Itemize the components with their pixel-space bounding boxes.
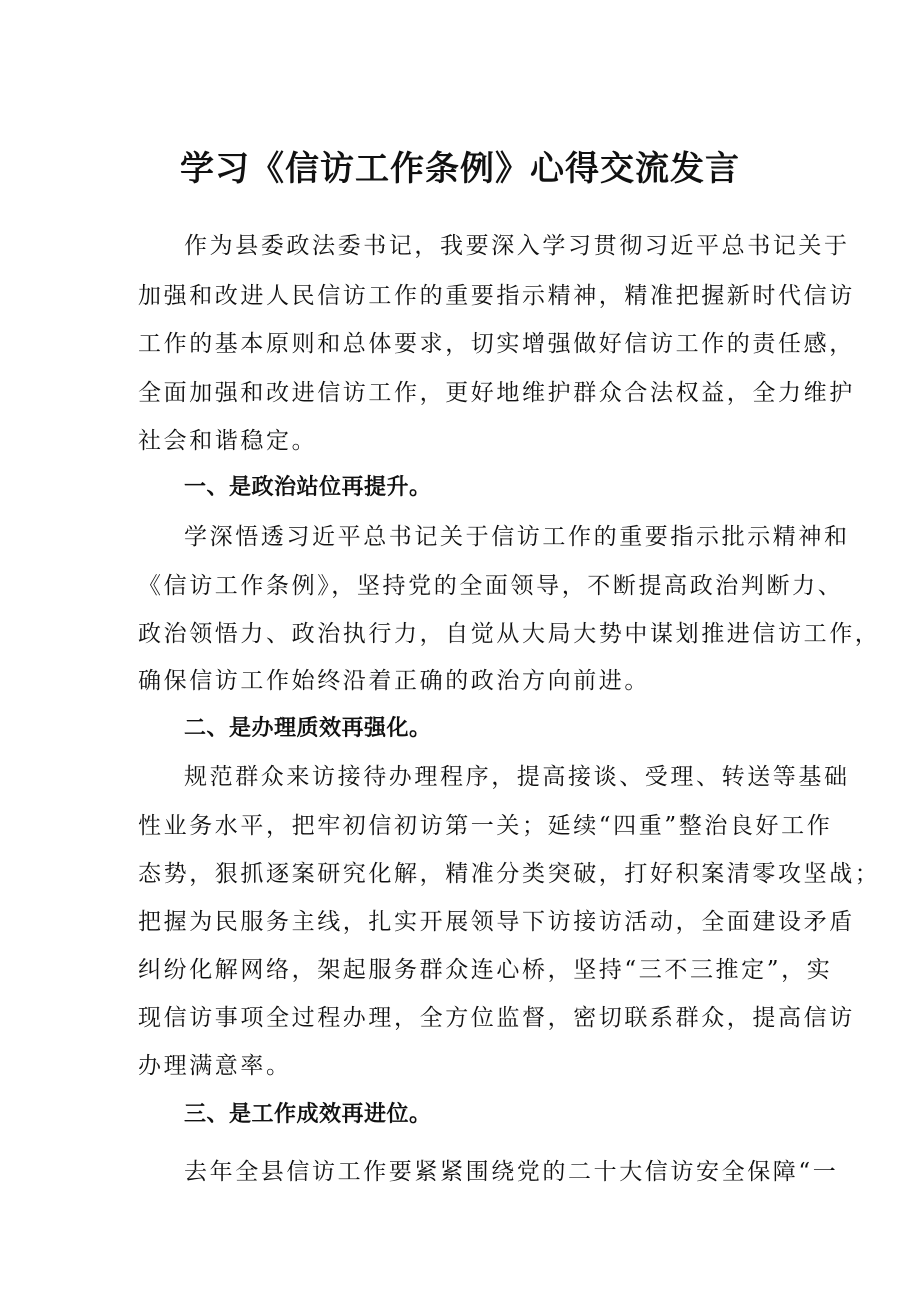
section-2-line: 办理满意率。	[138, 1053, 292, 1079]
intro-line: 加强和改进人民信访工作的重要指示精神，精准把握新时代信访	[138, 283, 855, 309]
section-1-line: 学深悟透习近平总书记关于信访工作的重要指示批示精神和	[184, 524, 850, 550]
section-2-line: 纠纷化解网络，架起服务群众连心桥，坚持“三不三推定”，实	[138, 957, 833, 983]
section-1-line: 政治领悟力、政治执行力，自觉从大局大势中谋划推进信访工作，	[138, 621, 881, 647]
intro-line: 作为县委政法委书记，我要深入学习贯彻习近平总书记关于	[184, 233, 850, 259]
section-3-line: 去年全县信访工作要紧紧围绕党的二十大信访安全保障“一	[184, 1159, 839, 1185]
section-2-line: 现信访事项全过程办理，全方位监督，密切联系群众，提高信访	[138, 1005, 855, 1031]
section-heading-2: 二、是办理质效再强化。	[184, 716, 432, 741]
intro-line: 全面加强和改进信访工作，更好地维护群众合法权益，全力维护	[138, 380, 855, 406]
section-heading-3: 三、是工作成效再进位。	[184, 1102, 432, 1127]
section-2-line: 性业务水平，把牢初信初访第一关；延续“四重”整治良好工作	[138, 813, 833, 839]
section-heading-1: 一、是政治站位再提升。	[184, 475, 432, 500]
intro-line: 工作的基本原则和总体要求，切实增强做好信访工作的责任感，	[138, 331, 855, 357]
section-2-line: 把握为民服务主线，扎实开展领导下访接访活动，全面建设矛盾	[138, 909, 855, 935]
section-2-line: 态势，狠抓逐案研究化解，精准分类突破，打好积案清零攻坚战；	[138, 861, 881, 887]
document-title: 学习《信访工作条例》心得交流发言	[180, 149, 740, 189]
section-1-line: 《信访工作条例》，坚持党的全面领导，不断提高政治判断力、	[138, 573, 844, 599]
section-2-line: 规范群众来访接待办理程序，提高接谈、受理、转送等基础	[184, 764, 850, 790]
intro-line: 社会和谐稳定。	[138, 428, 318, 454]
section-1-line: 确保信访工作始终沿着正确的政治方向前进。	[138, 668, 650, 694]
